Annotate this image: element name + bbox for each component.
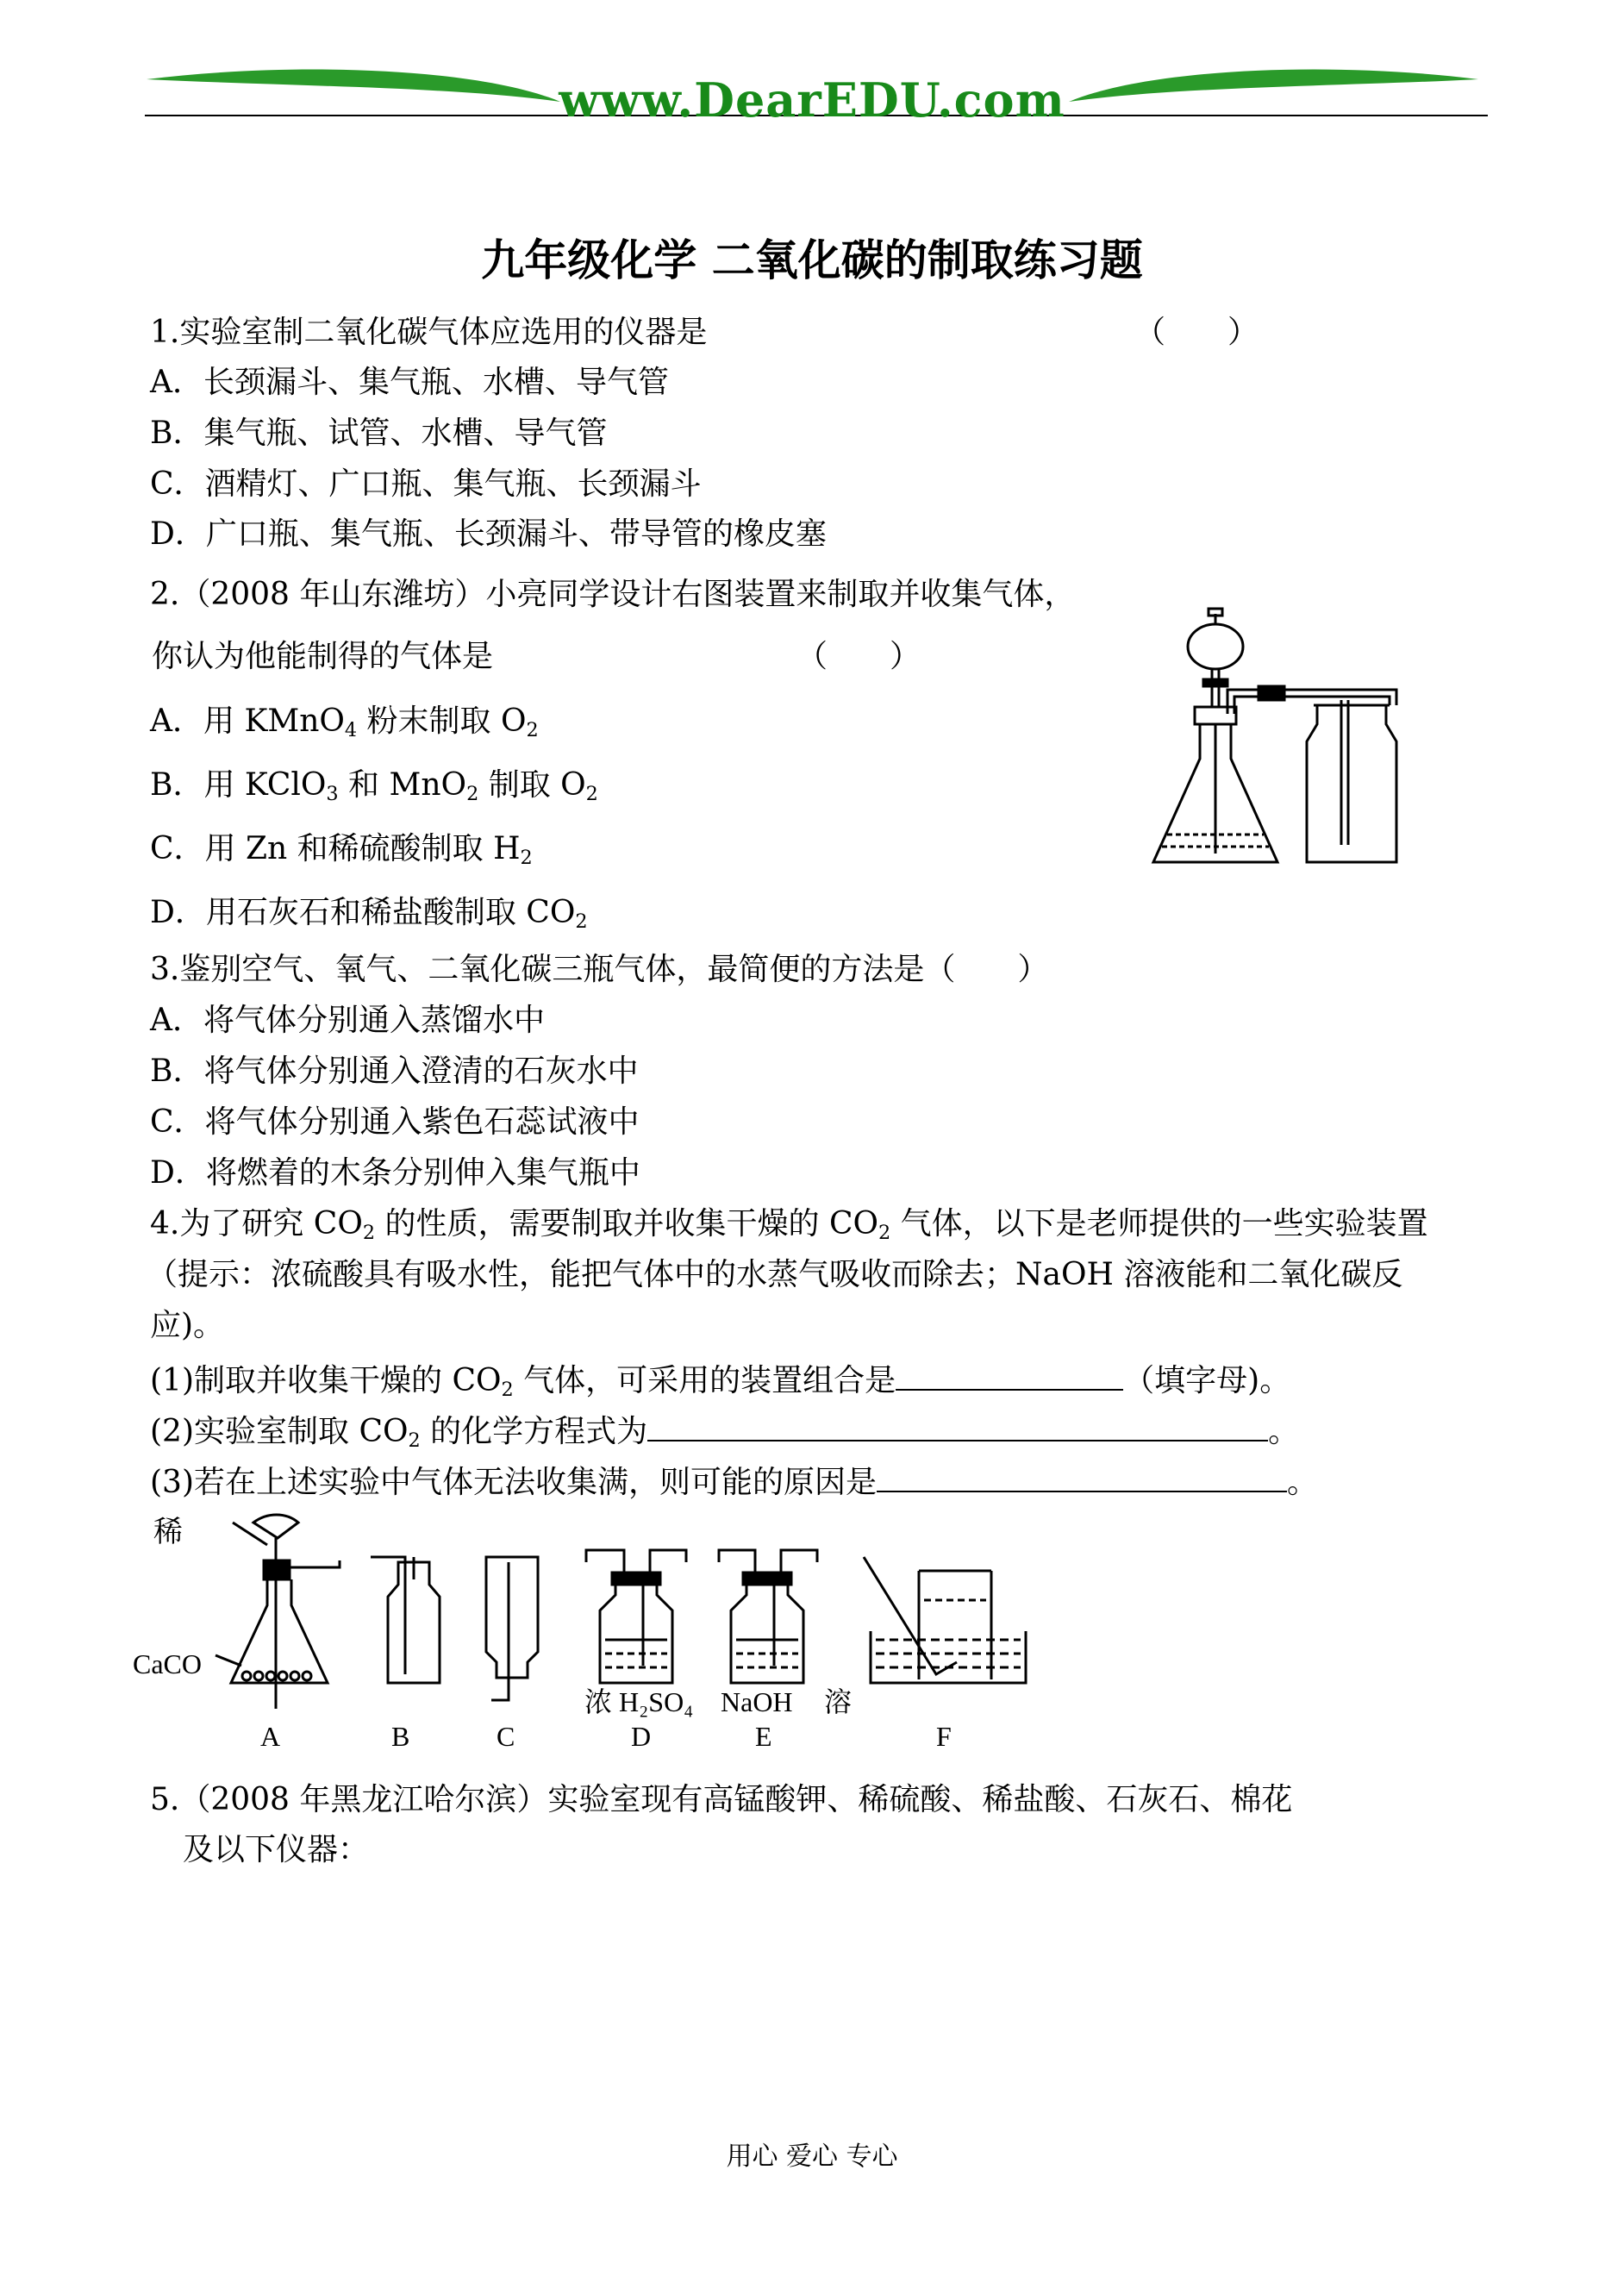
fig-label-rong: 溶 [824, 1686, 853, 1717]
apparatus-e [719, 1550, 817, 1683]
q2-stem-line2: 你认为他能制得的气体是 [152, 639, 494, 674]
q4-part3-blank[interactable] [877, 1460, 1287, 1492]
apparatus-f [864, 1557, 1026, 1683]
q2-stem-line1: 2.（2008 年山东潍坊）小亮同学设计右图装置来制取并收集气体， [150, 577, 1076, 612]
q3-option-d: D．将燃着的木条分别伸入集气瓶中 [150, 1155, 640, 1191]
apparatus-c [486, 1557, 538, 1700]
q2-answer-paren: （ ） [796, 639, 921, 674]
site-logo-text: www.DearEDU.com [559, 72, 1065, 128]
fig-label-a: A [260, 1721, 281, 1752]
page-title: 九年级化学 二氧化碳的制取练习题 [481, 235, 1143, 285]
q3-option-a: A．将气体分别通入蒸馏水中 [150, 1003, 545, 1038]
q4-stem-line3: 应)。 [150, 1308, 225, 1343]
page-footer: 用心 爱心 专心 [726, 2142, 898, 2172]
fig-label-f: F [936, 1721, 952, 1752]
fig-label-e: E [755, 1721, 772, 1752]
apparatus-a [215, 1515, 340, 1709]
q2-option-a: A．用 KMnO$_4$ 粉末制取 $O_2$ [150, 704, 539, 742]
q3-stem: 3.鉴别空气、氧气、二氧化碳三瓶气体，最简便的方法是（ ） [150, 952, 1049, 987]
q4-part2: (2)实验室制取 $CO_2$ 的化学方程式为 。 [150, 1409, 1299, 1451]
q4-stem-line1: 4.为了研究 $CO_2$ 的性质，需要制取并收集干燥的 $CO_2$ 气体，以下是老师提供的一些实验装置 [150, 1206, 1428, 1245]
fig-label-b: B [391, 1721, 410, 1752]
q4-stem-line2: （提示：浓硫酸具有吸水性，能把气体中的水蒸气吸收而除去；NaOH 溶液能和二氧化碳反 [147, 1257, 1403, 1292]
q2-option-d: D．用石灰石和稀盐酸制取 $CO_2$ [150, 895, 588, 934]
fig-label-c: C [497, 1721, 515, 1752]
q2-apparatus-figure [1138, 603, 1431, 905]
q5-stem-line1: 5.（2008 年黑龙江哈尔滨）实验室现有高锰酸钾、稀硫酸、稀盐酸、石灰石、棉花 [150, 1782, 1293, 1817]
q2-option-c: C．用 Zn 和稀硫酸制取 $H_2$ [150, 831, 533, 870]
fig-label-xi: 稀 [153, 1516, 183, 1548]
q1-option-b: B．集气瓶、试管、水槽、导气管 [150, 416, 608, 451]
q2-option-b: B．用 KClO$_3$ 和 MnO$_2$ 制取 $O_2$ [150, 767, 598, 806]
q4-part3: (3)若在上述实验中气体无法收集满，则可能的原因是 。 [150, 1460, 1318, 1502]
fig-label-caco3: CaCO [133, 1648, 202, 1679]
q1-option-a: A．长颈漏斗、集气瓶、水槽、导气管 [150, 365, 669, 400]
q3-option-b: B．将气体分别通入澄清的石灰水中 [150, 1054, 639, 1089]
q1-option-c: C．酒精灯、广口瓶、集气瓶、长颈漏斗 [150, 466, 702, 502]
q1-answer-paren: （ ） [1134, 315, 1259, 350]
q1-option-d: D．广口瓶、集气瓶、长颈漏斗、带导管的橡皮塞 [150, 516, 827, 552]
q4-part2-blank[interactable] [647, 1409, 1268, 1441]
q5-stem-line2: 及以下仪器： [183, 1832, 370, 1867]
funnel-bulb [1188, 624, 1243, 669]
q4-part1: (1)制取并收集干燥的 $CO_2$ 气体，可采用的装置组合是 （填字母)。 [150, 1358, 1290, 1400]
fig-label-conc-h2so4: 浓 H₂SO₄ [584, 1686, 694, 1717]
fig-label-naoh: NaOH [721, 1686, 793, 1717]
apparatus-b [371, 1557, 440, 1683]
q4-part1-blank[interactable] [896, 1358, 1123, 1391]
q3-option-c: C．将气体分别通入紫色石蕊试液中 [150, 1104, 640, 1140]
apparatus-d [586, 1550, 686, 1683]
q1-stem: 1.实验室制二氧化碳气体应选用的仪器是 [150, 315, 708, 350]
fig-label-d: D [631, 1721, 652, 1752]
